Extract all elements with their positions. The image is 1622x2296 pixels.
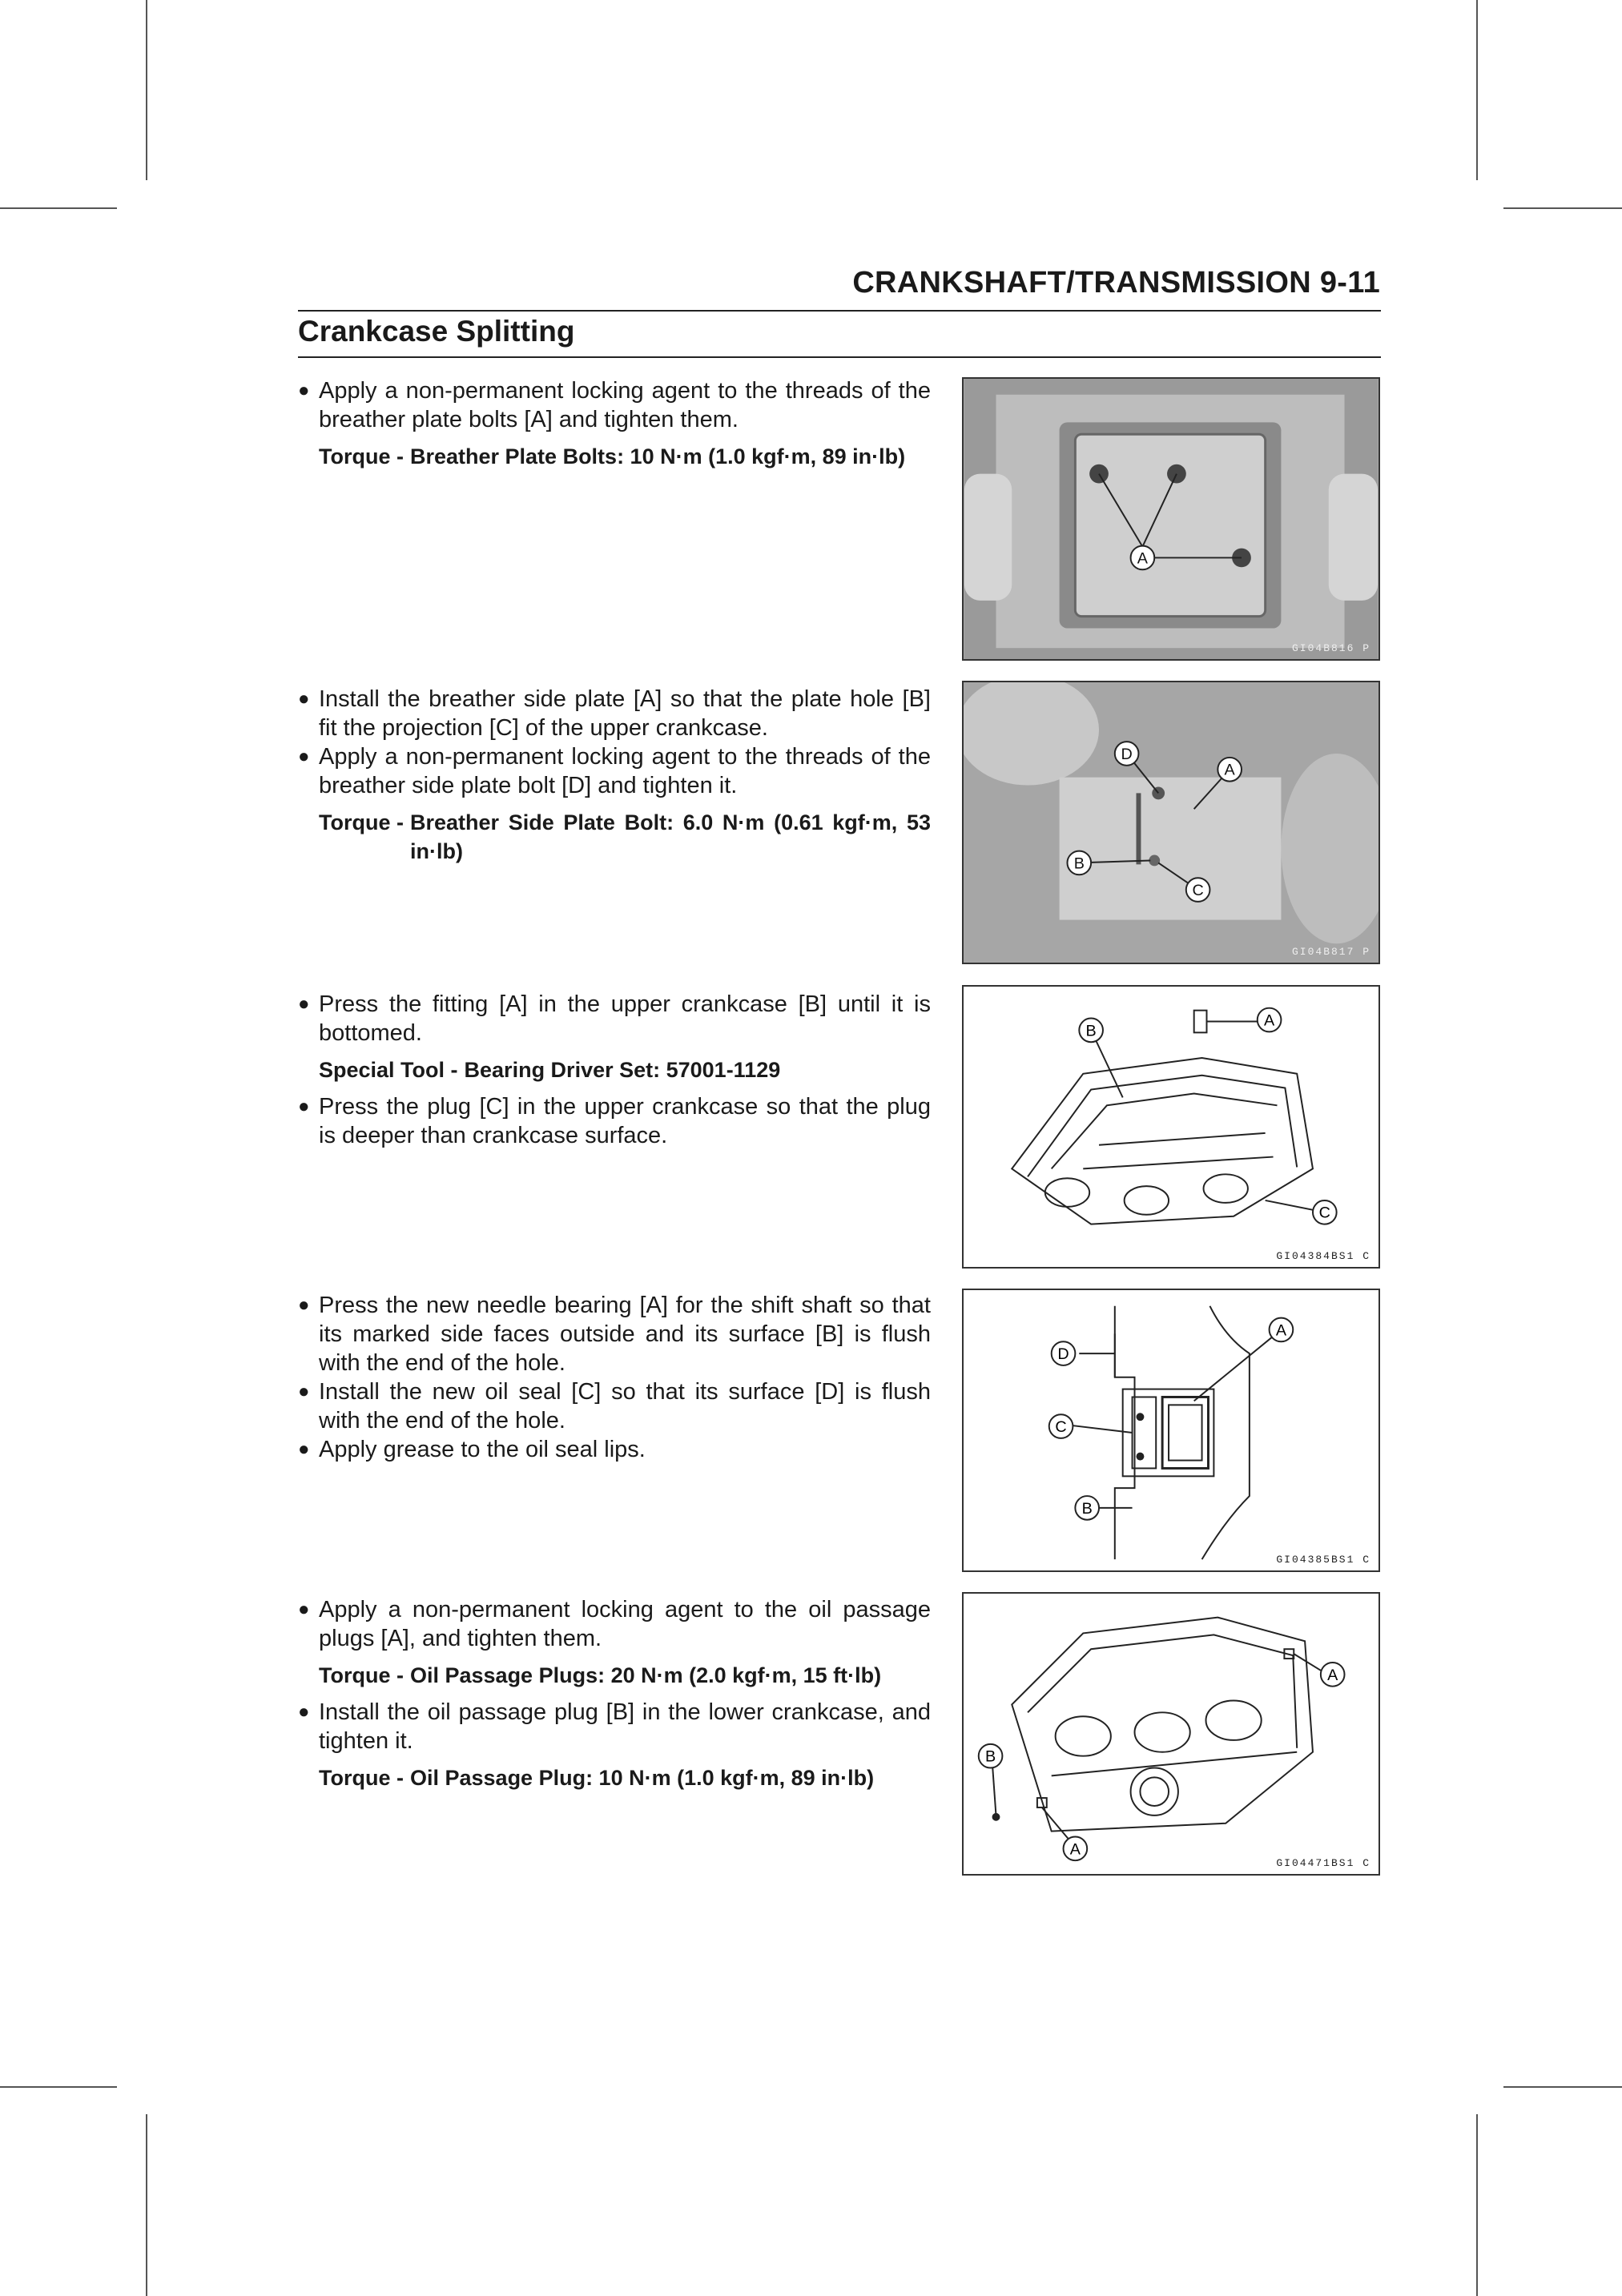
crop-mark — [1503, 2086, 1622, 2088]
figure-code: GI04B817 P — [1291, 946, 1370, 958]
callout-label: A — [1069, 1840, 1081, 1859]
callout-label: C — [1192, 881, 1204, 899]
instruction-block-2 — [298, 685, 931, 874]
page-header-title: CRANKSHAFT/TRANSMISSION 9-11 — [852, 266, 1380, 300]
instruction-block-3 — [298, 990, 931, 1150]
bullet-item: ● Install the breather side plate [A] so that the plate hole [B] fit the projection [C] of the upper crankcase. — [298, 686, 931, 741]
callout-label: A — [1224, 761, 1235, 779]
bullet-item: ● Install the oil passage plug [B] in the lower crankcase, and tighten it. — [298, 1699, 931, 1754]
callout-label: B — [1081, 1499, 1093, 1518]
bullet-item: ● Apply a non-permanent locking agent to the oil passage plugs [A], and tighten them. — [298, 1597, 931, 1651]
bullet-icon: ● — [298, 1096, 310, 1117]
callout-label: B — [984, 1747, 996, 1766]
callout-label: D — [1057, 1345, 1069, 1364]
callout-label: C — [1318, 1204, 1330, 1222]
bullet-item: ● Press the plug [C] in the upper crankcase so that the plug is deeper than crankcase surface. — [298, 1094, 931, 1148]
instruction-block-5 — [298, 1595, 931, 1800]
bullet-icon: ● — [298, 1598, 310, 1620]
section-rule — [298, 356, 1381, 358]
instruction-block-4 — [298, 1291, 931, 1464]
figure-code: GI04471BS1 C — [1276, 1857, 1370, 1869]
bullet-icon: ● — [298, 1294, 310, 1316]
crop-mark — [1476, 2114, 1478, 2296]
torque-spec: Torque - Breather Plate Bolts: 10 N·m (1.0 kgf·m, 89 in·lb) — [319, 444, 906, 468]
crop-mark — [1476, 0, 1478, 180]
bullet-item: ● Press the new needle bearing [A] for the shift shaft so that its marked side faces outside and its surface [B] is flush with the end of the hole. — [298, 1293, 931, 1376]
crop-mark — [0, 207, 117, 209]
bullet-item: ● Press the fitting [A] in the upper crankcase [B] until it is bottomed. — [298, 991, 931, 1046]
upper-crankcase-fitting-diagram — [962, 985, 1380, 1269]
bullet-item: ● Apply a non-permanent locking agent to the threads of the breather plate bolts [A] and tighten them. — [298, 378, 931, 432]
bullet-icon: ● — [298, 1701, 310, 1723]
figure-code: GI04385BS1 C — [1276, 1554, 1370, 1566]
bullet-icon: ● — [298, 688, 310, 710]
lower-crankcase-line-drawing — [964, 1594, 1378, 1874]
bullet-icon: ● — [298, 1438, 310, 1460]
bullet-icon: ● — [298, 1381, 310, 1402]
header-rule — [298, 310, 1381, 312]
bullet-icon: ● — [298, 380, 310, 401]
needle-bearing-cross-section — [964, 1290, 1378, 1570]
torque-spec: Torque - Oil Passage Plugs: 20 N·m (2.0 kgf·m, 15 ft·lb) — [319, 1663, 882, 1687]
bullet-item: ● Install the new oil seal [C] so that its surface [D] is flush with the end of the hole. — [298, 1379, 931, 1433]
callout-label: A — [1264, 1011, 1275, 1030]
crop-mark — [1503, 207, 1622, 209]
crop-mark — [146, 0, 147, 180]
torque-spec: Torque - Breather Side Plate Bolt: 6.0 N·m (0.61 kgf·m, 53 in·lb) — [319, 810, 931, 863]
lower-crankcase-plugs-diagram — [962, 1592, 1380, 1876]
callout-label: A — [1137, 549, 1149, 568]
callout-label: B — [1073, 854, 1085, 873]
callout-label: A — [1327, 1666, 1338, 1684]
callout-label: A — [1275, 1321, 1287, 1340]
instruction-block-1 — [298, 376, 931, 479]
breather-side-plate-illustration — [964, 682, 1378, 963]
breather-plate-illustration — [964, 379, 1378, 659]
bullet-item: ● Apply grease to the oil seal lips. — [298, 1437, 646, 1462]
torque-spec: Torque - Oil Passage Plug: 10 N·m (1.0 kgf·m, 89 in·lb) — [319, 1766, 875, 1790]
upper-crankcase-line-drawing — [964, 987, 1378, 1267]
bullet-icon: ● — [298, 993, 310, 1015]
crop-mark — [146, 2114, 147, 2296]
breather-plate-photo — [962, 377, 1380, 661]
special-tool-spec: Special Tool - Bearing Driver Set: 57001-1129 — [319, 1058, 781, 1082]
callout-label: B — [1085, 1022, 1097, 1040]
figure-code: GI04384BS1 C — [1276, 1250, 1370, 1262]
section-title: Crankcase Splitting — [298, 315, 575, 348]
needle-bearing-oil-seal-diagram — [962, 1289, 1380, 1572]
callout-label: D — [1121, 745, 1133, 763]
bullet-item: ● Apply a non-permanent locking agent to the threads of the breather side plate bolt [D] and tighten it. — [298, 744, 931, 798]
callout-label: C — [1055, 1417, 1067, 1436]
figure-code: GI04B816 P — [1291, 642, 1370, 654]
breather-side-plate-photo — [962, 681, 1380, 964]
crop-mark — [0, 2086, 117, 2088]
bullet-icon: ● — [298, 746, 310, 767]
